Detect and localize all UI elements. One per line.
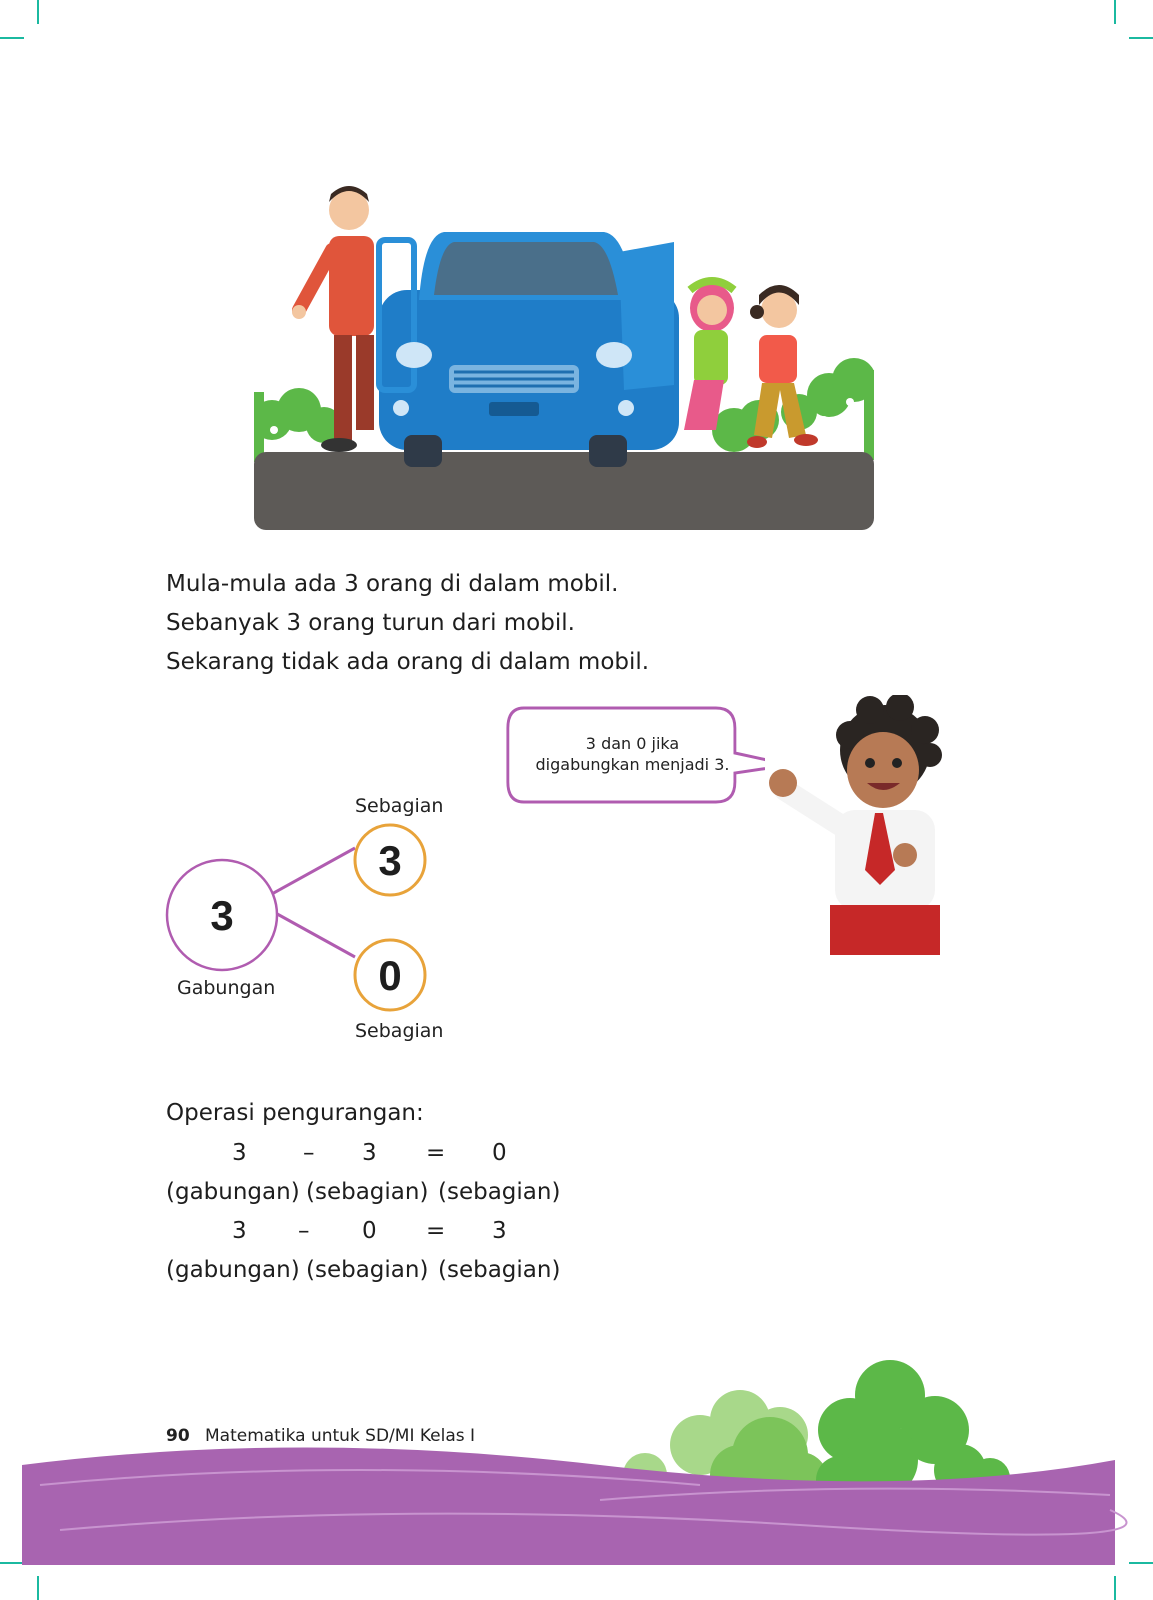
part2-label: Sebagian bbox=[355, 1020, 444, 1042]
whole-label: Gabungan bbox=[177, 977, 276, 999]
part2-value: 0 bbox=[378, 952, 402, 999]
speech-bubble-text bbox=[505, 733, 760, 775]
story-line: Sekarang tidak ada orang di dalam mobil. bbox=[166, 649, 650, 675]
footer-landscape bbox=[0, 1360, 1153, 1600]
equation-label-row bbox=[166, 1257, 566, 1296]
whole-value: 3 bbox=[210, 892, 234, 939]
crop-mark bbox=[37, 0, 39, 24]
page-number: 90 bbox=[166, 1426, 190, 1446]
part-whole-diagram bbox=[150, 785, 470, 1045]
equation-term: 3 bbox=[232, 1218, 247, 1244]
story-text bbox=[166, 565, 649, 682]
diagram-connector bbox=[270, 910, 355, 957]
speech-line: 3 dan 0 jika bbox=[585, 734, 680, 753]
part1-label: Sebagian bbox=[355, 795, 444, 817]
equation-label: (gabungan) bbox=[166, 1257, 300, 1283]
diagram-connector bbox=[270, 848, 355, 895]
equation-term: 3 bbox=[492, 1218, 507, 1244]
equation-label: (sebagian) bbox=[306, 1179, 429, 1205]
boy-illustration bbox=[755, 695, 970, 955]
equation-row bbox=[166, 1140, 566, 1179]
car-scene-illustration bbox=[254, 180, 874, 530]
equation-label: (sebagian) bbox=[306, 1257, 429, 1283]
equation-label: (gabungan) bbox=[166, 1179, 300, 1205]
story-line: Sebanyak 3 orang turun dari mobil. bbox=[166, 610, 575, 636]
equation-operator: – bbox=[303, 1140, 315, 1166]
equation-label: (sebagian) bbox=[438, 1257, 561, 1283]
story-line: Mula-mula ada 3 orang di dalam mobil. bbox=[166, 571, 619, 597]
part1-value: 3 bbox=[378, 837, 402, 884]
equation-term: 3 bbox=[232, 1140, 247, 1166]
operations-title: Operasi pengurangan: bbox=[166, 1100, 424, 1126]
book-title: Matematika untuk SD/MI Kelas I bbox=[205, 1426, 476, 1446]
equation-term: 3 bbox=[362, 1140, 377, 1166]
speech-line: digabungkan menjadi 3. bbox=[535, 755, 730, 774]
equation-term: 0 bbox=[362, 1218, 377, 1244]
equation-label: (sebagian) bbox=[438, 1179, 561, 1205]
crop-mark bbox=[0, 37, 24, 39]
equation-equals: = bbox=[426, 1218, 446, 1244]
crop-mark bbox=[1114, 0, 1116, 24]
crop-mark bbox=[1129, 37, 1153, 39]
equation-label-row bbox=[166, 1179, 566, 1218]
equation-equals: = bbox=[426, 1140, 446, 1166]
equation-operator: – bbox=[298, 1218, 310, 1244]
equation-term: 0 bbox=[492, 1140, 507, 1166]
equation-row bbox=[166, 1218, 566, 1257]
